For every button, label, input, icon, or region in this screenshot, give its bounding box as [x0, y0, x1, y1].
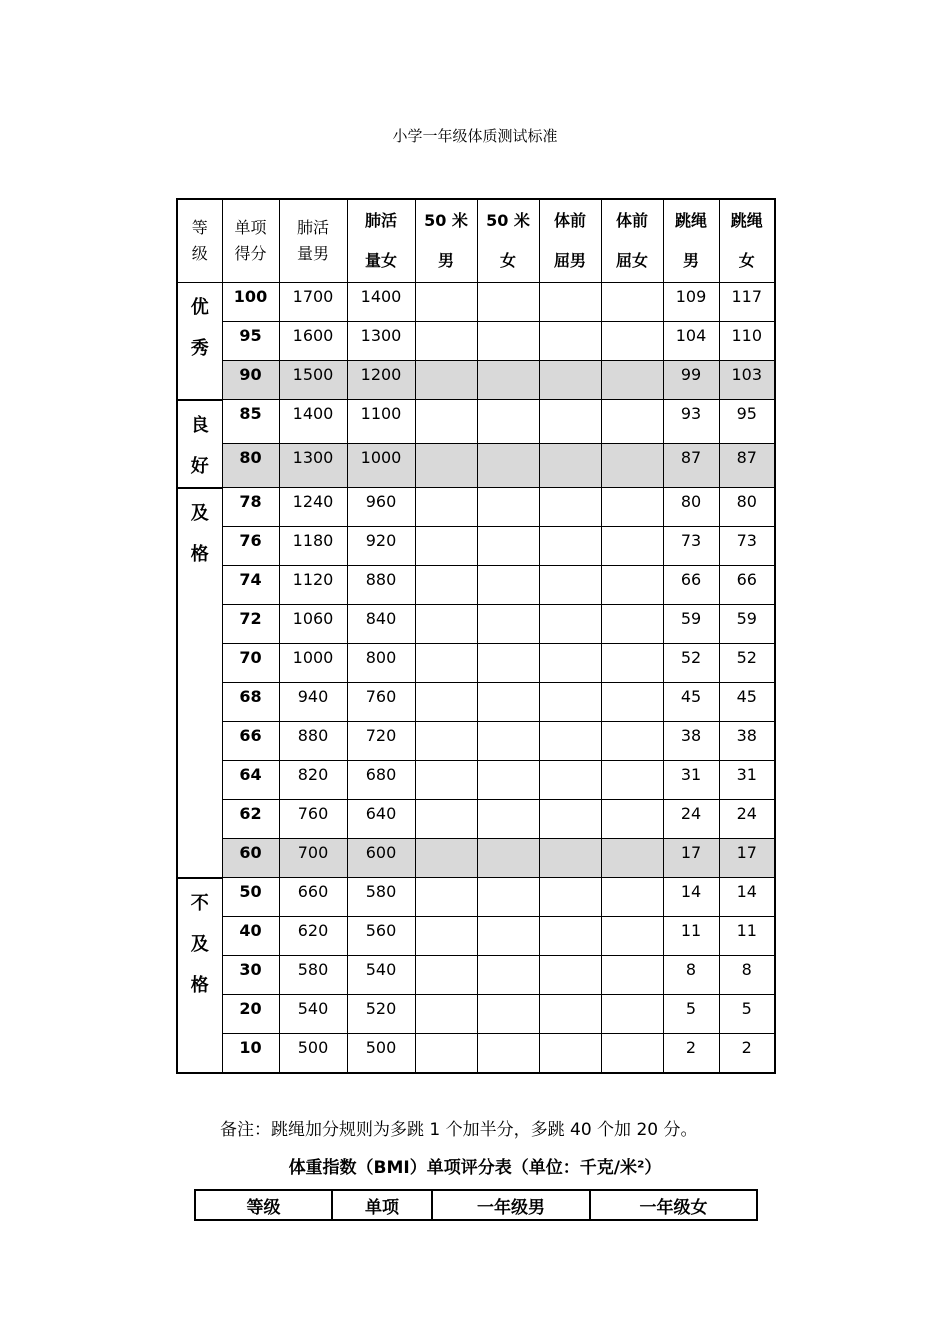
rope-female-cell: 110	[719, 322, 775, 361]
lung-male-cell: 1400	[279, 400, 347, 444]
score-cell: 78	[222, 488, 279, 527]
run50-male-cell	[415, 722, 477, 761]
sit-reach-male-cell	[539, 839, 601, 878]
lung-female-cell: 640	[347, 800, 415, 839]
fitness-standard-table	[176, 198, 776, 1074]
run50-male-cell	[415, 322, 477, 361]
rope-male-cell: 93	[663, 400, 719, 444]
rope-male-cell: 38	[663, 722, 719, 761]
rope-female-cell: 95	[719, 400, 775, 444]
header-score: 单项 得分	[222, 199, 279, 283]
rope-male-cell: 66	[663, 566, 719, 605]
sit-reach-male-cell	[539, 605, 601, 644]
score-cell: 50	[222, 878, 279, 917]
score-cell: 40	[222, 917, 279, 956]
header-50m-female: 50 米 女	[477, 199, 539, 283]
run50-female-cell	[477, 995, 539, 1034]
lung-male-cell: 1600	[279, 322, 347, 361]
run50-female-cell	[477, 488, 539, 527]
run50-male-cell	[415, 283, 477, 322]
sit-reach-female-cell	[601, 917, 663, 956]
score-cell: 68	[222, 683, 279, 722]
rope-female-cell: 5	[719, 995, 775, 1034]
sit-reach-female-cell	[601, 644, 663, 683]
grade-label	[177, 400, 222, 488]
score-cell: 76	[222, 527, 279, 566]
sit-reach-male-cell	[539, 527, 601, 566]
sit-reach-female-cell	[601, 761, 663, 800]
rope-male-cell: 5	[663, 995, 719, 1034]
lung-male-cell: 1180	[279, 527, 347, 566]
table-row	[177, 322, 775, 361]
lung-female-cell: 1100	[347, 400, 415, 444]
rope-male-cell: 109	[663, 283, 719, 322]
table-row	[177, 956, 775, 995]
rope-female-cell: 45	[719, 683, 775, 722]
rope-female-cell: 103	[719, 361, 775, 400]
grade-char: 良	[190, 414, 209, 436]
lung-male-cell: 1300	[279, 444, 347, 488]
score-cell: 80	[222, 444, 279, 488]
run50-male-cell	[415, 800, 477, 839]
table-row	[177, 566, 775, 605]
table-row	[177, 488, 775, 527]
grade-char: 及	[190, 933, 209, 955]
run50-male-cell	[415, 566, 477, 605]
bmi-header-row	[195, 1190, 757, 1220]
lung-female-cell: 1300	[347, 322, 415, 361]
grade-label	[177, 488, 222, 878]
sit-reach-female-cell	[601, 683, 663, 722]
run50-male-cell	[415, 527, 477, 566]
score-cell: 20	[222, 995, 279, 1034]
sit-reach-male-cell	[539, 361, 601, 400]
header-grade: 等 级	[177, 199, 222, 283]
sit-reach-female-cell	[601, 1034, 663, 1073]
grade-char: 及	[190, 502, 209, 524]
sit-reach-male-cell	[539, 995, 601, 1034]
rope-female-cell: 117	[719, 283, 775, 322]
sit-reach-male-cell	[539, 566, 601, 605]
lung-female-cell: 760	[347, 683, 415, 722]
lung-female-cell: 840	[347, 605, 415, 644]
header-lung-female: 肺活 量女	[347, 199, 415, 283]
grade-char: 优	[190, 297, 209, 318]
rope-male-cell: 52	[663, 644, 719, 683]
rope-female-cell: 80	[719, 488, 775, 527]
rope-female-cell: 38	[719, 722, 775, 761]
table-row	[177, 761, 775, 800]
run50-female-cell	[477, 956, 539, 995]
header-50m-male: 50 米 男	[415, 199, 477, 283]
run50-male-cell	[415, 644, 477, 683]
bmi-table	[194, 1189, 758, 1221]
bmi-table-title: 体重指数（BMI）单项评分表（单位：千克/米²）	[288, 1158, 662, 1178]
rope-male-cell: 87	[663, 444, 719, 488]
score-cell: 60	[222, 839, 279, 878]
sit-reach-female-cell	[601, 722, 663, 761]
table-row	[177, 839, 775, 878]
run50-female-cell	[477, 283, 539, 322]
bmi-header-grade1-male: 一年级男	[432, 1190, 590, 1220]
score-cell: 85	[222, 400, 279, 444]
run50-male-cell	[415, 361, 477, 400]
lung-male-cell: 940	[279, 683, 347, 722]
grade-char: 不	[190, 892, 209, 914]
sit-reach-male-cell	[539, 800, 601, 839]
bmi-header-grade: 等级	[195, 1190, 332, 1220]
table-row	[177, 800, 775, 839]
rope-female-cell: 2	[719, 1034, 775, 1073]
lung-male-cell: 500	[279, 1034, 347, 1073]
run50-male-cell	[415, 605, 477, 644]
lung-female-cell: 800	[347, 644, 415, 683]
table-row	[177, 361, 775, 400]
lung-female-cell: 600	[347, 839, 415, 878]
rope-female-cell: 14	[719, 878, 775, 917]
run50-female-cell	[477, 322, 539, 361]
sit-reach-male-cell	[539, 761, 601, 800]
table-header-row	[177, 199, 775, 283]
sit-reach-male-cell	[539, 444, 601, 488]
page-title: 小学一年级体质测试标准	[392, 127, 558, 145]
sit-reach-female-cell	[601, 839, 663, 878]
rope-female-cell: 31	[719, 761, 775, 800]
lung-male-cell: 540	[279, 995, 347, 1034]
rope-male-cell: 99	[663, 361, 719, 400]
header-sit-reach-female: 体前 屈女	[601, 199, 663, 283]
lung-male-cell: 1240	[279, 488, 347, 527]
lung-female-cell: 560	[347, 917, 415, 956]
sit-reach-female-cell	[601, 527, 663, 566]
header-rope-female: 跳绳 女	[719, 199, 775, 283]
lung-male-cell: 1000	[279, 644, 347, 683]
run50-female-cell	[477, 400, 539, 444]
run50-male-cell	[415, 761, 477, 800]
sit-reach-female-cell	[601, 878, 663, 917]
score-cell: 10	[222, 1034, 279, 1073]
run50-female-cell	[477, 1034, 539, 1073]
sit-reach-female-cell	[601, 400, 663, 444]
lung-male-cell: 660	[279, 878, 347, 917]
sit-reach-female-cell	[601, 444, 663, 488]
sit-reach-female-cell	[601, 361, 663, 400]
grade-label	[177, 283, 222, 400]
lung-female-cell: 1000	[347, 444, 415, 488]
sit-reach-female-cell	[601, 488, 663, 527]
sit-reach-male-cell	[539, 322, 601, 361]
rope-male-cell: 59	[663, 605, 719, 644]
lung-male-cell: 820	[279, 761, 347, 800]
table-row	[177, 995, 775, 1034]
rope-female-cell: 59	[719, 605, 775, 644]
table-row	[177, 527, 775, 566]
run50-female-cell	[477, 917, 539, 956]
run50-male-cell	[415, 917, 477, 956]
table-row	[177, 683, 775, 722]
run50-male-cell	[415, 878, 477, 917]
run50-female-cell	[477, 683, 539, 722]
sit-reach-male-cell	[539, 683, 601, 722]
rope-male-cell: 11	[663, 917, 719, 956]
sit-reach-male-cell	[539, 722, 601, 761]
lung-male-cell: 760	[279, 800, 347, 839]
note-text: 备注：跳绳加分规则为多跳 1 个加半分，多跳 40 个加 20 分。	[220, 1120, 698, 1140]
sit-reach-male-cell	[539, 917, 601, 956]
lung-female-cell: 880	[347, 566, 415, 605]
sit-reach-female-cell	[601, 956, 663, 995]
table-row	[177, 400, 775, 444]
rope-male-cell: 17	[663, 839, 719, 878]
lung-female-cell: 540	[347, 956, 415, 995]
table-row	[177, 444, 775, 488]
grade-char: 格	[190, 543, 209, 565]
sit-reach-male-cell	[539, 1034, 601, 1073]
score-cell: 62	[222, 800, 279, 839]
score-cell: 70	[222, 644, 279, 683]
rope-male-cell: 45	[663, 683, 719, 722]
grade-char: 秀	[190, 338, 209, 359]
grade-label	[177, 878, 222, 1073]
rope-female-cell: 17	[719, 839, 775, 878]
lung-female-cell: 920	[347, 527, 415, 566]
run50-female-cell	[477, 444, 539, 488]
rope-female-cell: 87	[719, 444, 775, 488]
sit-reach-female-cell	[601, 322, 663, 361]
rope-female-cell: 73	[719, 527, 775, 566]
score-cell: 30	[222, 956, 279, 995]
rope-female-cell: 52	[719, 644, 775, 683]
lung-male-cell: 1120	[279, 566, 347, 605]
rope-male-cell: 14	[663, 878, 719, 917]
rope-male-cell: 2	[663, 1034, 719, 1073]
lung-female-cell: 520	[347, 995, 415, 1034]
sit-reach-male-cell	[539, 878, 601, 917]
score-cell: 72	[222, 605, 279, 644]
run50-female-cell	[477, 605, 539, 644]
score-cell: 64	[222, 761, 279, 800]
run50-male-cell	[415, 839, 477, 878]
table-row	[177, 605, 775, 644]
score-cell: 90	[222, 361, 279, 400]
table-row	[177, 283, 775, 322]
run50-male-cell	[415, 488, 477, 527]
table-row	[177, 1034, 775, 1073]
rope-female-cell: 8	[719, 956, 775, 995]
run50-female-cell	[477, 644, 539, 683]
bmi-header-grade1-female: 一年级女	[590, 1190, 757, 1220]
lung-male-cell: 880	[279, 722, 347, 761]
run50-female-cell	[477, 361, 539, 400]
rope-male-cell: 24	[663, 800, 719, 839]
header-rope-male: 跳绳 男	[663, 199, 719, 283]
score-cell: 95	[222, 322, 279, 361]
sit-reach-male-cell	[539, 283, 601, 322]
grade-char: 好	[190, 455, 209, 477]
run50-female-cell	[477, 527, 539, 566]
lung-male-cell: 620	[279, 917, 347, 956]
lung-male-cell: 580	[279, 956, 347, 995]
lung-female-cell: 580	[347, 878, 415, 917]
lung-female-cell: 500	[347, 1034, 415, 1073]
sit-reach-female-cell	[601, 800, 663, 839]
bmi-header-score: 单项	[332, 1190, 432, 1220]
run50-female-cell	[477, 761, 539, 800]
lung-female-cell: 1400	[347, 283, 415, 322]
sit-reach-female-cell	[601, 283, 663, 322]
lung-male-cell: 1700	[279, 283, 347, 322]
sit-reach-male-cell	[539, 488, 601, 527]
rope-male-cell: 8	[663, 956, 719, 995]
lung-male-cell: 1060	[279, 605, 347, 644]
run50-male-cell	[415, 995, 477, 1034]
header-sit-reach-male: 体前 屈男	[539, 199, 601, 283]
rope-male-cell: 104	[663, 322, 719, 361]
run50-male-cell	[415, 956, 477, 995]
run50-female-cell	[477, 566, 539, 605]
sit-reach-female-cell	[601, 605, 663, 644]
score-cell: 66	[222, 722, 279, 761]
table-row	[177, 917, 775, 956]
run50-female-cell	[477, 722, 539, 761]
rope-female-cell: 66	[719, 566, 775, 605]
lung-male-cell: 1500	[279, 361, 347, 400]
lung-male-cell: 700	[279, 839, 347, 878]
run50-female-cell	[477, 878, 539, 917]
run50-male-cell	[415, 444, 477, 488]
table-row	[177, 722, 775, 761]
score-cell: 74	[222, 566, 279, 605]
table-row	[177, 644, 775, 683]
lung-female-cell: 720	[347, 722, 415, 761]
run50-female-cell	[477, 800, 539, 839]
sit-reach-male-cell	[539, 644, 601, 683]
lung-female-cell: 680	[347, 761, 415, 800]
grade-char: 格	[190, 974, 209, 996]
rope-female-cell: 11	[719, 917, 775, 956]
header-lung-male: 肺活 量男	[279, 199, 347, 283]
rope-male-cell: 80	[663, 488, 719, 527]
run50-male-cell	[415, 683, 477, 722]
rope-male-cell: 73	[663, 527, 719, 566]
score-cell: 100	[222, 283, 279, 322]
run50-female-cell	[477, 839, 539, 878]
sit-reach-female-cell	[601, 995, 663, 1034]
run50-male-cell	[415, 400, 477, 444]
table-row	[177, 878, 775, 917]
sit-reach-female-cell	[601, 566, 663, 605]
sit-reach-male-cell	[539, 956, 601, 995]
rope-female-cell: 24	[719, 800, 775, 839]
lung-female-cell: 960	[347, 488, 415, 527]
lung-female-cell: 1200	[347, 361, 415, 400]
run50-male-cell	[415, 1034, 477, 1073]
rope-male-cell: 31	[663, 761, 719, 800]
sit-reach-male-cell	[539, 400, 601, 444]
